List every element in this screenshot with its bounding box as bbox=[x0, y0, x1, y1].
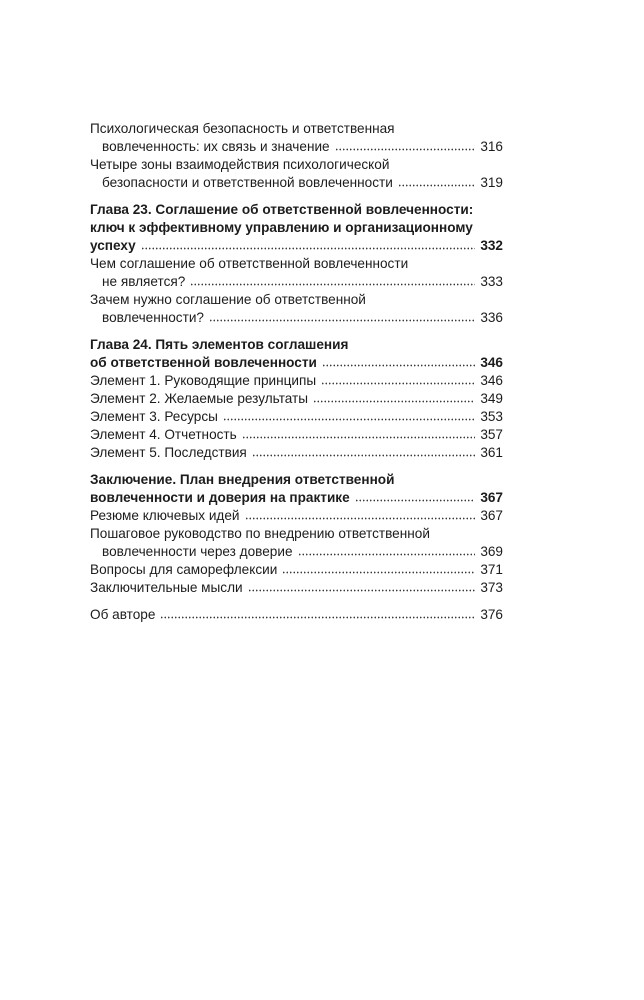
dot-leader bbox=[313, 391, 475, 403]
toc-page-number: 346 bbox=[480, 355, 503, 370]
toc-entry[interactable] bbox=[90, 291, 503, 327]
toc-entry-title-line: Элемент 2. Желаемые результаты bbox=[90, 391, 309, 406]
toc-entry-title-line: ключ к эффективному управлению и организационному bbox=[90, 220, 473, 235]
toc-entry-title-line: вовлеченности и доверия на практике bbox=[90, 490, 350, 505]
toc-entry-title-line: Чем соглашение об ответственной вовлеченности bbox=[90, 256, 409, 271]
toc-chapter-entry[interactable] bbox=[90, 336, 503, 372]
toc-entry-last-line bbox=[90, 426, 503, 444]
toc-entry-title-line: Зачем нужно соглашение об ответственной bbox=[90, 292, 366, 307]
toc-page-number: 316 bbox=[480, 139, 503, 154]
toc-entry-last-line bbox=[90, 372, 503, 390]
toc-page-number: 319 bbox=[480, 175, 503, 190]
dot-leader bbox=[245, 508, 476, 520]
toc-entry[interactable] bbox=[90, 606, 503, 624]
toc-entry-title-line: успеху bbox=[90, 238, 136, 253]
toc-entry-last-line bbox=[90, 390, 503, 408]
toc-entry-last-line bbox=[90, 174, 503, 192]
toc-entry-last-line bbox=[90, 237, 503, 255]
toc-entry-last-line bbox=[90, 579, 503, 597]
dot-leader bbox=[398, 175, 475, 187]
toc-page-number: 357 bbox=[480, 427, 503, 442]
toc-entry-last-line bbox=[90, 444, 503, 462]
dot-leader bbox=[321, 373, 475, 385]
toc-page-number: 353 bbox=[480, 409, 503, 424]
toc-page-number: 373 bbox=[480, 580, 503, 595]
toc-page-number: 332 bbox=[480, 238, 503, 253]
dot-leader bbox=[190, 274, 475, 286]
toc-entry-last-line bbox=[90, 489, 503, 507]
toc-page-number: 376 bbox=[480, 607, 503, 622]
toc-entry-last-line bbox=[90, 561, 503, 579]
toc-entry-title-line: безопасности и ответственной вовлеченности bbox=[102, 175, 393, 190]
toc-entry-title-line: вовлеченности через доверие bbox=[102, 544, 293, 559]
toc-entry[interactable] bbox=[90, 507, 503, 525]
toc-page-number: 369 bbox=[480, 544, 503, 559]
toc-entry-last-line bbox=[90, 354, 503, 372]
toc-entry-last-line bbox=[90, 543, 503, 561]
toc-page-number: 346 bbox=[480, 373, 503, 388]
toc-entry-title-line: Резюме ключевых идей bbox=[90, 508, 240, 523]
toc-entry[interactable] bbox=[90, 156, 503, 192]
toc-entry-title-line: Четыре зоны взаимодействия психологической bbox=[90, 157, 390, 172]
toc-page-number: 367 bbox=[480, 490, 503, 505]
toc-entry-title-line: Психологическая безопасность и ответственная bbox=[90, 121, 395, 136]
toc-entry[interactable] bbox=[90, 255, 503, 291]
toc-entry-last-line bbox=[90, 273, 503, 291]
toc-entry-title-line: вовлеченности? bbox=[102, 310, 204, 325]
toc-chapter-entry[interactable] bbox=[90, 471, 503, 507]
dot-leader bbox=[209, 310, 475, 322]
toc-entry-last-line bbox=[90, 606, 503, 624]
dot-leader bbox=[282, 562, 475, 574]
dot-leader bbox=[252, 445, 476, 457]
dot-leader bbox=[248, 580, 476, 592]
toc-page-number: 333 bbox=[480, 274, 503, 289]
toc-entry-last-line bbox=[90, 507, 503, 525]
toc-chapter-entry[interactable] bbox=[90, 201, 503, 255]
toc-entry[interactable] bbox=[90, 390, 503, 408]
dot-leader bbox=[335, 139, 476, 151]
toc-entry-last-line bbox=[90, 408, 503, 426]
toc-entry-title-line: Глава 23. Соглашение об ответственной вовлеченности: bbox=[90, 202, 474, 217]
toc-entry-title-line: не является? bbox=[102, 274, 186, 289]
toc-entry[interactable] bbox=[90, 372, 503, 390]
toc-entry[interactable] bbox=[90, 579, 503, 597]
toc-entry[interactable] bbox=[90, 120, 503, 156]
toc-entry-title-line: Вопросы для саморефлексии bbox=[90, 562, 278, 577]
toc-entry[interactable] bbox=[90, 525, 503, 561]
toc-page-number: 349 bbox=[480, 391, 503, 406]
toc-entry-title-line: Элемент 1. Руководящие принципы bbox=[90, 373, 317, 388]
toc-entry-title-line: Элемент 5. Последствия bbox=[90, 445, 247, 460]
toc-entry[interactable] bbox=[90, 408, 503, 426]
toc-page-number: 336 bbox=[480, 310, 503, 325]
toc-entry-title-line: Глава 24. Пять элементов соглашения bbox=[90, 337, 349, 352]
dot-leader bbox=[160, 607, 475, 619]
toc-entry[interactable] bbox=[90, 444, 503, 462]
toc-entry-title-line: Об авторе bbox=[90, 607, 156, 622]
dot-leader bbox=[242, 427, 476, 439]
toc-entry-title-line: Элемент 4. Отчетность bbox=[90, 427, 237, 442]
toc-page-number: 367 bbox=[480, 508, 503, 523]
toc-page-number: 371 bbox=[480, 562, 503, 577]
toc-entry-title-line: Пошаговое руководство по внедрению ответственной bbox=[90, 526, 430, 541]
toc-entry[interactable] bbox=[90, 426, 503, 444]
toc-entry[interactable] bbox=[90, 561, 503, 579]
dot-leader bbox=[355, 490, 476, 502]
dot-leader bbox=[298, 544, 476, 556]
table-of-contents bbox=[90, 120, 503, 624]
toc-entry-title-line: Элемент 3. Ресурсы bbox=[90, 409, 218, 424]
toc-page-number: 361 bbox=[480, 445, 503, 460]
toc-entry-title-line: Заключительные мысли bbox=[90, 580, 243, 595]
toc-entry-title-line: Заключение. План внедрения ответственной bbox=[90, 472, 395, 487]
toc-entry-last-line bbox=[90, 309, 503, 327]
toc-entry-last-line bbox=[90, 138, 503, 156]
toc-entry-title-line: об ответственной вовлеченности bbox=[90, 355, 317, 370]
dot-leader bbox=[223, 409, 475, 421]
dot-leader bbox=[141, 238, 476, 250]
toc-entry-title-line: вовлеченность: их связь и значение bbox=[102, 139, 330, 154]
dot-leader bbox=[322, 355, 475, 367]
